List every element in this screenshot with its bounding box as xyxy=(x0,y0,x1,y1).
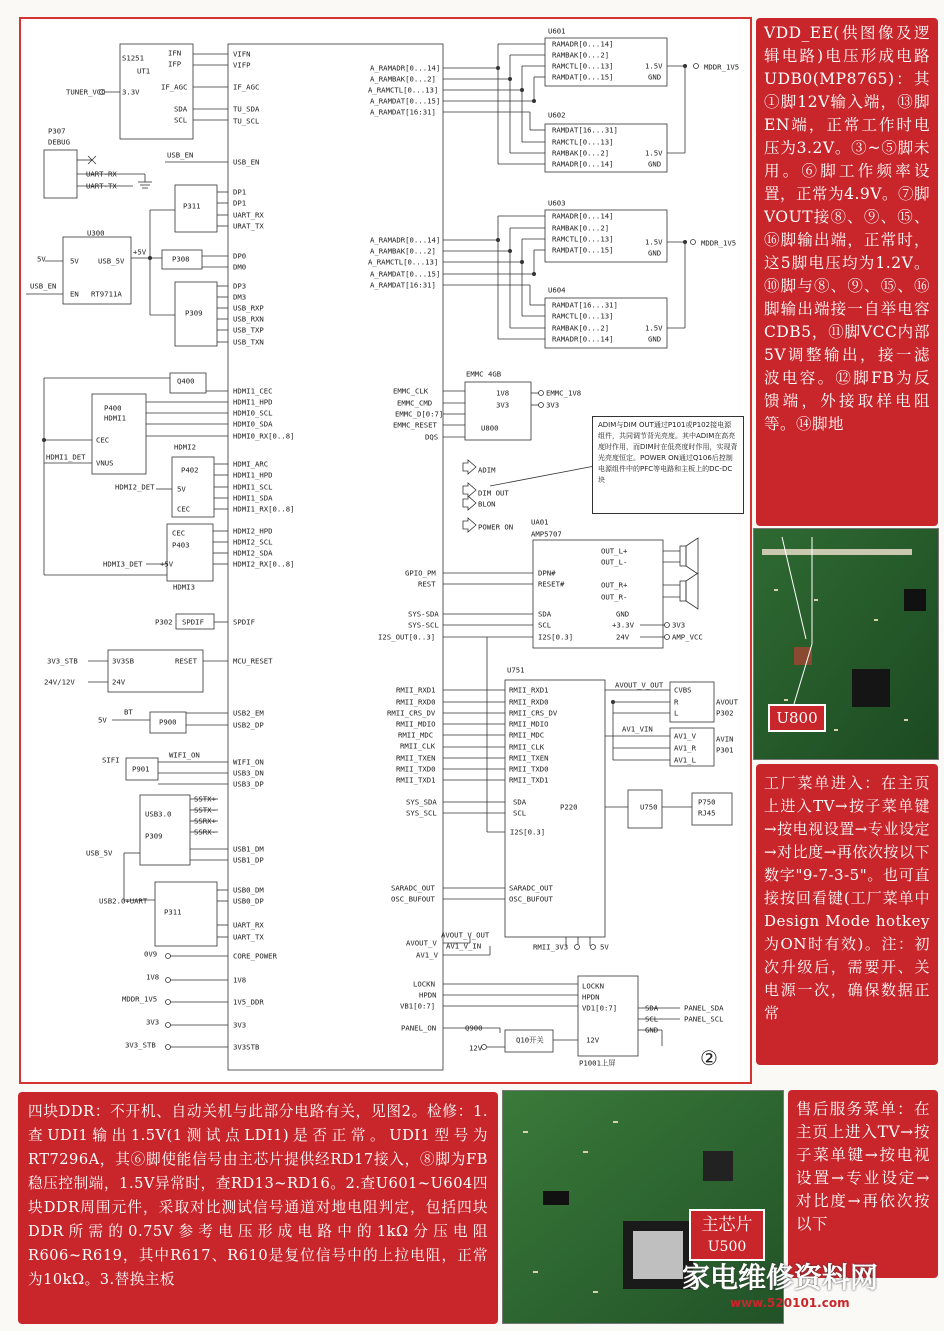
schematic-label: U601 xyxy=(548,26,566,36)
schematic-label: DM0 xyxy=(233,262,247,272)
schematic-label: HDMI2_HPD xyxy=(233,526,273,536)
schematic-label: 3V3 xyxy=(546,400,560,410)
schematic-label: RMII_CLK xyxy=(509,742,545,752)
schematic-label: 1V8 xyxy=(233,975,247,985)
schematic-label: UART-TX xyxy=(86,181,117,191)
factory-menu-text: 工厂菜单进入：在主页上进入TV→按子菜单键→按电视设置→专业设定→对比度→再依次按以下数字"9-7-3-5"。也可直接按回看键(工厂菜单中Design Mode hotkey为ON时有效)。注：初次升级后，需要开、关电源一次，确保数据正常 xyxy=(764,774,930,1022)
schematic-label: RAMBAK[0...2] xyxy=(552,323,610,333)
schematic-label: RMII_RXD1 xyxy=(509,685,549,695)
schematic-label: RAMBAK[0...2] xyxy=(552,223,610,233)
schematic-label: OUT_R- xyxy=(601,592,628,602)
schematic-label: U602 xyxy=(548,110,566,120)
ddr-repair-text: 四块DDR：不开机、自动关机与此部分电路有关，见图2。检修：1.查UDI1输出1.5V(1测试点LDI1)是否正常。UDI1型号为RT7296A，其⑥脚使能信号由主芯片提供经RD17接入，⑧脚为FB稳压控制端，1.5V异常时，查RD13~RD16。2.查U601~U604四块DDR周围元件，采取对比测试信号通道对地电阻判定，包括四块DDR所需的0.75V参考电压形成电路中的1kΩ分压电阻R606~R619，其中R617、R610是复位信号中的上拉电阻，正常为10kΩ。3.替换主板 xyxy=(28,1103,488,1288)
schematic-label: RT9711A xyxy=(91,289,122,299)
schematic-label: SPDIF xyxy=(233,617,255,627)
schematic-label: GND xyxy=(648,159,662,169)
schematic-label: DP1 xyxy=(233,198,247,208)
schematic-label: 1.5V xyxy=(645,148,663,158)
schematic-label: VB1[0:7] xyxy=(400,1001,436,1011)
schematic-label: RAMBAK[0...2] xyxy=(552,50,610,60)
schematic-label: AMP5707 xyxy=(531,529,562,539)
schematic-label: USB_TXP xyxy=(233,325,264,335)
schematic-label: RMII_RXD1 xyxy=(396,685,436,695)
schematic-label: USB3_DN xyxy=(233,768,264,778)
schematic-label: HDMI1_SCL xyxy=(233,482,273,492)
service-menu-text: 售后服务菜单：在主页上进入TV→按子菜单键→按电视设置→专业设定→对比度→再依次按以下 xyxy=(796,1100,930,1233)
schematic-label: OUT_L- xyxy=(601,557,628,567)
schematic-label: HDMI_ARC xyxy=(233,459,269,469)
schematic-label: RAMADR[0...14] xyxy=(552,334,614,344)
schematic-label: EMMC_CLK xyxy=(393,386,429,396)
schematic-label: 5V xyxy=(37,254,46,264)
schematic-label: RAMDAT[16...31] xyxy=(552,300,618,310)
schematic-label: EMMC 4GB xyxy=(466,369,502,379)
schematic-label: AV1_V xyxy=(674,731,696,741)
schematic-label: Q400 xyxy=(177,376,195,386)
schematic-label: HDMI1_DET xyxy=(46,452,86,462)
schematic-label: RAMCTL[0...13] xyxy=(552,311,614,321)
watermark-logo: 家电维修资料网 xyxy=(682,1261,879,1294)
schematic-label: RAMDAT[0...15] xyxy=(552,72,614,82)
schematic-label: GND xyxy=(648,334,662,344)
service-menu-panel xyxy=(788,1090,938,1278)
schematic-label: RMII_TXD1 xyxy=(396,775,436,785)
schematic-label: RMII_3V3 xyxy=(533,942,569,952)
schematic-label: UT1 xyxy=(137,66,151,76)
schematic-label: USB3_DP xyxy=(233,779,264,789)
schematic-label: 12V xyxy=(469,1043,483,1053)
schematic-label: VD1[0:7] xyxy=(582,1003,618,1013)
vdd-ee-text: VDD_EE(供图像及逻辑电路)电压形成电路UDB0(MP8765)：其①脚12V输入端，⑬脚EN端，正常工作时电压为3.2V。③~⑤脚未用。⑥脚工作频率设置，正常为4.9V。⑦脚VOUT接⑧、⑨、⑮、⑯脚输出端，正常时，这5脚电压均为1.2V。⑩脚与⑧、⑨、⑮、⑯脚输出端接一自举电容CDB5，⑪脚VCC内部5V调整输出，接一滤波电容。⑫脚FB为反馈端，外接取样电阻等。⑭脚地 xyxy=(764,24,930,433)
schematic-label: 1.5V xyxy=(645,61,663,71)
schematic-label: 3V3 xyxy=(146,1017,160,1027)
schematic-label: AVOUT_V xyxy=(406,938,437,948)
schematic-label: RAMCTL[0...13] xyxy=(552,234,614,244)
schematic-label: OUT_L+ xyxy=(601,546,628,556)
schematic-label: RESET xyxy=(175,656,197,666)
schematic-label: WIFI_ON xyxy=(233,757,264,767)
schematic-label: IF_AGC xyxy=(161,82,188,92)
schematic-label: SSRX- xyxy=(194,827,216,837)
schematic-label: IFN xyxy=(168,48,182,58)
schematic-label: SDA xyxy=(538,609,552,619)
schematic-label: U751 xyxy=(507,665,525,675)
schematic-label: 3.3V xyxy=(122,87,140,97)
schematic-label: HDMI1_RX[0..8] xyxy=(233,504,295,514)
schematic-label: I2S[0.3] xyxy=(510,827,546,837)
schematic-label: USB1_DM xyxy=(233,844,264,854)
schematic-label: RMII_CRS_DV xyxy=(509,708,558,718)
schematic-label: UART_RX xyxy=(233,920,264,930)
schematic-label: SSTX+ xyxy=(194,794,216,804)
schematic-label: USB_EN xyxy=(30,281,57,291)
schematic-label: USB2_DP xyxy=(233,720,264,730)
schematic-label: 24V xyxy=(112,677,126,687)
schematic-label: RMII_TXD0 xyxy=(509,764,549,774)
schematic-label: PANEL_SCL xyxy=(684,1014,724,1024)
schematic-label: OUT_R+ xyxy=(601,580,628,590)
schematic-label: DP0 xyxy=(233,251,247,261)
schematic-label: RJ45 xyxy=(698,808,716,818)
schematic-label: SCL xyxy=(513,808,527,818)
schematic-label: RAMCTL[0...13] xyxy=(552,137,614,147)
schematic-label: LOCKN xyxy=(582,981,604,991)
schematic-label: AV1_V_IN xyxy=(446,941,482,951)
schematic-label: RMII_TXD1 xyxy=(509,775,549,785)
schematic-label: A_RAMADR[0...14] xyxy=(370,63,441,73)
schematic-label: EMMC_1V8 xyxy=(546,388,582,398)
schematic-label: HDMI3 xyxy=(173,582,195,592)
schematic-label: P308 xyxy=(172,254,190,264)
schematic-label: 3V3_STB xyxy=(125,1040,156,1050)
schematic-label: AVOUT xyxy=(716,697,738,707)
schematic-label: 5V xyxy=(177,484,186,494)
schematic-label: USB0_DM xyxy=(233,885,264,895)
schematic-label: HDMI1 xyxy=(104,413,126,423)
schematic-label: DQS xyxy=(425,432,439,442)
schematic-label: DP1 xyxy=(233,187,247,197)
schematic-label: 3V3 xyxy=(672,620,686,630)
schematic-label: A_RAMDAT[0...15] xyxy=(370,269,441,279)
schematic-label: HDMI1_HPD xyxy=(233,470,273,480)
schematic-label: HDMI2_SDA xyxy=(233,548,273,558)
schematic-label: UART_TX xyxy=(233,932,264,942)
schematic-label: RAMCTL[0...13] xyxy=(552,61,614,71)
schematic-label: AV1_R xyxy=(674,743,696,753)
vdd-ee-panel xyxy=(756,18,938,526)
schematic-label: BLON xyxy=(478,499,496,509)
schematic-label: SPDIF xyxy=(182,617,204,627)
main-chip-label-line1: 主芯片 xyxy=(701,1215,753,1235)
schematic-label: PANEL_SDA xyxy=(684,1003,724,1013)
schematic-label: DPN# xyxy=(538,568,556,578)
schematic-label: HDMI0_RX[0..8] xyxy=(233,431,295,441)
schematic-label: P307 xyxy=(48,126,66,136)
schematic-label: SCL xyxy=(174,115,188,125)
schematic-label: HPDN xyxy=(582,992,600,1002)
schematic-label: RAMADR[0...14] xyxy=(552,39,614,49)
schematic-label: OSC_BUFOUT xyxy=(509,894,553,904)
schematic-label: P302 xyxy=(716,708,734,718)
schematic-label: P302 xyxy=(155,617,173,627)
schematic-label: HDMI2_DET xyxy=(115,482,155,492)
schematic-label: UART_RX xyxy=(233,210,264,220)
schematic-label: MDDR_1V5 xyxy=(122,994,158,1004)
schematic-label: TU_SDA xyxy=(233,104,260,114)
schematic-label: MDDR_1V5 xyxy=(704,62,740,72)
schematic-label: USB_RXP xyxy=(233,303,264,313)
schematic-label: SSTX- xyxy=(194,805,216,815)
schematic-label: P311 xyxy=(164,907,182,917)
schematic-label: 3V3_STB xyxy=(47,656,78,666)
schematic-label: +5V xyxy=(133,247,147,257)
schematic-label: RAMADR[0...14] xyxy=(552,211,614,221)
schematic-label: VNUS xyxy=(96,458,114,468)
factory-menu-panel xyxy=(756,764,938,1065)
schematic-label: 1V8 xyxy=(496,388,510,398)
schematic-label: USB0_DP xyxy=(233,896,264,906)
schematic-label: CEC xyxy=(177,504,191,514)
schematic-label: SARADC_OUT xyxy=(509,883,553,893)
schematic-label: DIM OUT xyxy=(478,488,509,498)
schematic-border xyxy=(20,18,751,1083)
schematic-label: AVOUT_V_OUT xyxy=(615,680,664,690)
schematic-label: RMII_RXD0 xyxy=(396,697,436,707)
schematic-label: A_RAMBAK[0...2] xyxy=(370,74,436,84)
watermark-url: www.520101.com xyxy=(730,1296,850,1310)
schematic-label: HDMI1_SDA xyxy=(233,493,273,503)
schematic-label: AVIN xyxy=(716,734,734,744)
schematic-label: IFP xyxy=(168,59,182,69)
schematic-label: AV1_V xyxy=(416,950,438,960)
schematic-label: RMII_TXD0 xyxy=(396,764,436,774)
schematic-label: RMII_RXD0 xyxy=(509,697,549,707)
schematic-label: 3V3STB xyxy=(233,1042,260,1052)
schematic-label: 12V xyxy=(586,1035,600,1045)
schematic-label: USB1_DP xyxy=(233,855,264,865)
schematic-label: MDDR_1V5 xyxy=(701,238,737,248)
schematic-label: CVBS xyxy=(674,685,692,695)
schematic-label: U750 xyxy=(640,802,658,812)
schematic-label: SSRX+ xyxy=(194,816,216,826)
schematic-label: S1251 xyxy=(122,53,144,63)
schematic-label: WIFI_ON xyxy=(169,750,200,760)
schematic-label: SDA xyxy=(513,797,527,807)
schematic-label: A_RAMDAT[0...15] xyxy=(370,96,441,106)
schematic-label: HDMI1_HPD xyxy=(233,397,273,407)
schematic-label: DM3 xyxy=(233,292,247,302)
schematic-label: P301 xyxy=(716,745,734,755)
schematic-label: +5V xyxy=(160,559,174,569)
schematic-label: 1V8 xyxy=(146,972,160,982)
schematic-label: L xyxy=(674,708,679,718)
schematic-label: 0V9 xyxy=(144,949,158,959)
schematic-label: HDMI2_RX[0..8] xyxy=(233,559,295,569)
schematic-label: HDMI3_DET xyxy=(103,559,143,569)
schematic-label: USB_5V xyxy=(86,848,113,858)
main-chip-label xyxy=(689,1209,765,1261)
schematic-label: UA01 xyxy=(531,517,549,527)
schematic-label: HDMI0_SCL xyxy=(233,408,273,418)
schematic-label: DP3 xyxy=(233,281,247,291)
schematic-label: P309 xyxy=(185,308,203,318)
schematic-label: 1.5V xyxy=(645,323,663,333)
schematic-label: EMMC_CMD xyxy=(397,398,433,408)
schematic-label: A_RAMADR[0...14] xyxy=(370,235,441,245)
schematic-label: RMII_TXEN xyxy=(396,753,436,763)
schematic-label: SIFI xyxy=(102,755,120,765)
schematic-label: GND xyxy=(616,609,630,619)
schematic-label: USB3.0 xyxy=(145,809,172,819)
schematic-label: SYS_SDA xyxy=(406,797,437,807)
schematic-label: VIFN xyxy=(233,49,251,59)
schematic-label: HDMI2 xyxy=(174,442,196,452)
schematic-label: USB_RXN xyxy=(233,314,264,324)
schematic-label: HDMI2_SCL xyxy=(233,537,273,547)
schematic-label: TUNER_VCC xyxy=(66,87,106,97)
figure-number: ② xyxy=(700,1046,718,1070)
u800-label: U800 xyxy=(768,704,826,732)
schematic-label: AMP_VCC xyxy=(672,632,703,642)
schematic-label: VIFP xyxy=(233,60,251,70)
schematic-label: SYS-SCL xyxy=(408,620,439,630)
schematic-label: 3V3 xyxy=(233,1020,247,1030)
schematic-label: HPDN xyxy=(419,990,437,1000)
schematic-label: RMII_CLK xyxy=(400,741,436,751)
schematic-label: LOCKN xyxy=(413,979,435,989)
schematic-label: I2S_OUT[0..3] xyxy=(378,632,436,642)
schematic-label: USB_5V xyxy=(98,256,125,266)
schematic-label: P400 xyxy=(104,403,122,413)
schematic-label: 5V xyxy=(98,715,107,725)
schematic-label: SARADC_OUT xyxy=(391,883,435,893)
schematic-label: GND xyxy=(645,1025,659,1035)
schematic-label: 3V3 xyxy=(496,400,510,410)
schematic-label: U800 xyxy=(481,423,499,433)
schematic-label: CEC xyxy=(172,528,186,538)
main-chip-label-line2: U500 xyxy=(707,1239,747,1255)
schematic-label: USB_EN xyxy=(167,150,194,160)
schematic-label: SYS_SCL xyxy=(406,808,437,818)
schematic-label: RMII_TXEN xyxy=(509,753,549,763)
schematic-label: CORE_POWER xyxy=(233,951,277,961)
u800-photo xyxy=(753,528,939,760)
schematic-label: BT xyxy=(124,707,133,717)
schematic-label: SDA xyxy=(645,1003,659,1013)
ddr-repair-panel xyxy=(18,1092,498,1324)
schematic-label: P402 xyxy=(181,465,199,475)
schematic-label: RAMBAK[0...2] xyxy=(552,148,610,158)
schematic-label: U300 xyxy=(87,228,105,238)
schematic-label: ADIM xyxy=(478,465,496,475)
schematic-label: SCL xyxy=(538,620,552,630)
annotation-note: ADIM与DIM OUT通过P101或P102接电源组件，共同调节背光亮度。其中ADIM在高亮度时作用，而DIM时在低亮度时作用，实现背光亮度恒定。POWER ON通过Q106后控制电源组件中的PFC等电路和主板上的DC-DC块 xyxy=(592,416,744,514)
schematic-label: OSC_BUFOUT xyxy=(391,894,435,904)
schematic-label: P1001上屏 xyxy=(579,1058,616,1068)
schematic-label: P403 xyxy=(172,540,190,550)
schematic-label: P311 xyxy=(183,201,201,211)
schematic-label: USB_TXN xyxy=(233,337,264,347)
schematic-label: AVOUT_V_OUT xyxy=(441,930,490,940)
schematic-label: A_RAMCTL[0...13] xyxy=(368,257,439,267)
schematic-label: RMII_MDIO xyxy=(396,719,436,729)
schematic-label: P901 xyxy=(132,764,150,774)
schematic-label: P220 xyxy=(560,802,578,812)
schematic-label: P309 xyxy=(145,831,163,841)
schematic-label: UART-RX xyxy=(86,169,117,179)
schematic-label: PANEL_ON xyxy=(401,1023,437,1033)
schematic-label: 3V3SB xyxy=(112,656,134,666)
schematic-label: USB2.0+UART xyxy=(99,896,148,906)
schematic-label: AV1_VIN xyxy=(622,724,653,734)
schematic-label: U603 xyxy=(548,198,566,208)
schematic-label: RAMDAT[16...31] xyxy=(552,125,618,135)
schematic-label: REST xyxy=(418,579,436,589)
schematic-label: 1.5V xyxy=(645,237,663,247)
schematic-label: I2S[0.3] xyxy=(538,632,574,642)
schematic-label: Q900 xyxy=(465,1023,483,1033)
schematic-label: DEBUG xyxy=(48,137,70,147)
schematic-label: 24V/12V xyxy=(44,677,75,687)
schematic-label: HDMI0_SDA xyxy=(233,419,273,429)
schematic-label: GPIO_PM xyxy=(405,568,436,578)
schematic-label: RMII_MDIO xyxy=(509,719,549,729)
schematic-label: IF_AGC xyxy=(233,82,260,92)
schematic-label: EMMC_RESET xyxy=(393,420,437,430)
schematic-label: SDA xyxy=(174,104,188,114)
schematic-label: R xyxy=(674,697,679,707)
schematic-label: RAMDAT[0...15] xyxy=(552,245,614,255)
schematic-label: SYS-SDA xyxy=(408,609,439,619)
schematic-label: AV1_L xyxy=(674,755,696,765)
schematic-label: RMII_CRS_DV xyxy=(387,708,436,718)
schematic-label: EMMC_D[0:7] xyxy=(395,409,444,419)
schematic-label: 24V xyxy=(616,632,630,642)
schematic-label: U604 xyxy=(548,285,566,295)
schematic-label: A_RAMBAK[0...2] xyxy=(370,246,436,256)
schematic-label: CEC xyxy=(96,435,110,445)
schematic-label: RESET# xyxy=(538,579,565,589)
schematic-label: GND xyxy=(648,248,662,258)
schematic-label: RAMADR[0...14] xyxy=(552,159,614,169)
schematic-label: GND xyxy=(648,72,662,82)
schematic-label: USB2_EM xyxy=(233,708,264,718)
schematic-label: A_RAMDAT[16:31] xyxy=(370,280,436,290)
schematic-label: RMII_MDC xyxy=(509,730,545,740)
schematic-label: A_RAMDAT[16:31] xyxy=(370,107,436,117)
schematic-label: 1V5_DDR xyxy=(233,997,264,1007)
schematic-label: P750 xyxy=(698,797,716,807)
schematic-label: 5V xyxy=(600,942,609,952)
schematic-label: A_RAMCTL[0...13] xyxy=(368,85,439,95)
schematic-label: EN xyxy=(70,289,79,299)
schematic-label: USB_EN xyxy=(233,157,260,167)
schematic-label: RMII_MDC xyxy=(398,730,434,740)
schematic-label: SCL xyxy=(645,1014,659,1024)
schematic-label: MCU_RESET xyxy=(233,656,273,666)
schematic-label: P900 xyxy=(159,717,177,727)
schematic-label: 5V xyxy=(70,256,79,266)
schematic-label: HDMI1_CEC xyxy=(233,386,273,396)
schematic-label: TU_SCL xyxy=(233,116,260,126)
schematic-label: +3.3V xyxy=(612,620,634,630)
schematic-label: Q10开关 xyxy=(516,1035,544,1045)
schematic-label: URAT_TX xyxy=(233,221,264,231)
schematic-label: POWER ON xyxy=(478,522,514,532)
